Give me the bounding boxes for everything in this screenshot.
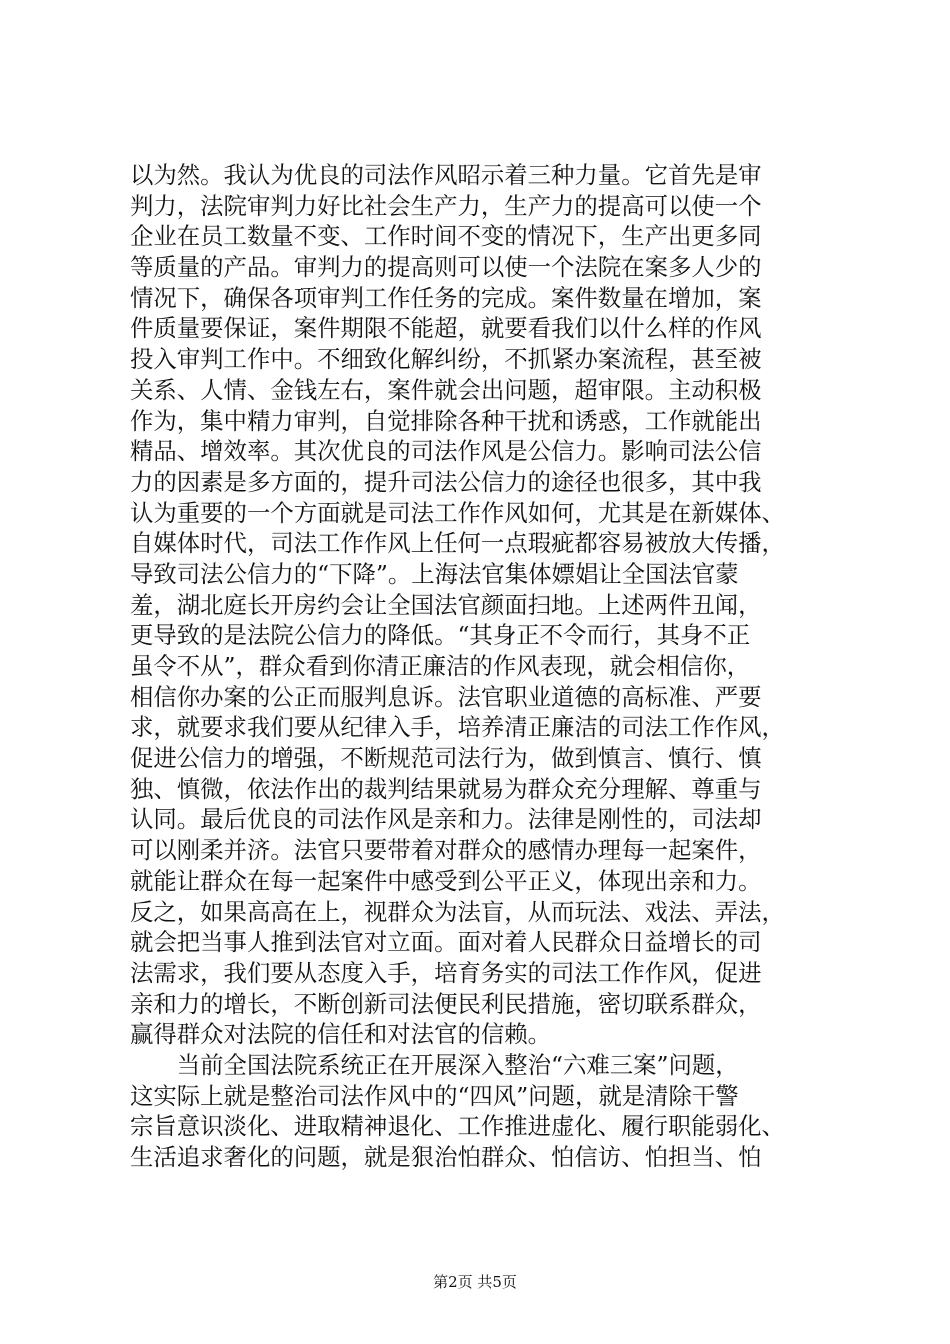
text-line: 情况下，确保各项审判工作任务的完成。案件数量在增加，案 xyxy=(130,283,762,312)
text-line: 自媒体时代，司法工作作风上任何一点瑕疵都容易被放大传播， xyxy=(130,529,785,558)
text-line: 更导致的是法院公信力的降低。“其身正不令而行，其身不正 xyxy=(130,621,751,650)
text-line: 反之，如果高高在上，视群众为法盲，从而玩法、戏法、弄法， xyxy=(130,897,785,926)
text-line: 法需求，我们要从态度入手，培育务实的司法工作作风，促进 xyxy=(130,958,762,987)
text-line: 力的因素是多方面的，提升司法公信力的途径也很多，其中我 xyxy=(130,467,762,496)
body-text xyxy=(130,160,830,1173)
text-line: 可以刚柔并济。法官只要带着对群众的感情办理每一起案件， xyxy=(130,836,762,865)
text-line: 投入审判工作中。不细致化解纠纷，不抓紧办案流程，甚至被 xyxy=(130,345,762,374)
text-line: 导致司法公信力的“下降”。上海法官集体嫖娼让全国法官蒙 xyxy=(130,559,739,588)
text-line: 关系、人情、金钱左右，案件就会出问题，超审限。主动积极 xyxy=(130,375,762,404)
text-line: 以为然。我认为优良的司法作风昭示着三种力量。它首先是审 xyxy=(130,161,762,189)
text-line: 虽令不从”，群众看到你清正廉洁的作风表现，就会相信你， xyxy=(130,652,751,680)
text-line: 生活追求奢化的问题，就是狠治怕群众、怕信访、怕担当、怕 xyxy=(130,1143,762,1171)
text-line: 就能让群众在每一起案件中感受到公平正义，体现出亲和力。 xyxy=(130,866,762,895)
text-line: 作为，集中精力审判，自觉排除各种干扰和诱惑，工作就能出 xyxy=(130,406,762,435)
text-line: 精品、增效率。其次优良的司法作风是公信力。影响司法公信 xyxy=(130,437,762,466)
text-line: 求，就要求我们要从纪律入手，培养清正廉洁的司法工作作风， xyxy=(130,713,785,742)
text-line: 件质量要保证，案件期限不能超，就要看我们以什么样的作风 xyxy=(130,314,762,343)
text-line: 企业在员工数量不变、工作时间不变的情况下，生产出更多同 xyxy=(130,222,762,251)
text-line: 亲和力的增长，不断创新司法便民利民措施，密切联系群众， xyxy=(130,989,762,1018)
text-line: 赢得群众对法院的信任和对法官的信赖。 xyxy=(130,1020,552,1049)
text-line: 相信你办案的公正而服判息诉。法官职业道德的高标准、严要 xyxy=(130,682,762,711)
text-line: 当前全国法院系统正在开展深入整治“六难三案”问题， xyxy=(130,1050,739,1079)
text-line: 独、慎微，依法作出的裁判结果就易为群众充分理解、尊重与 xyxy=(130,774,762,803)
text-line: 羞，湖北庭长开房约会让全国法官颜面扫地。上述两件丑闻， xyxy=(130,590,762,619)
text-line: 就会把当事人推到法官对立面。面对着人民群众日益增长的司 xyxy=(130,928,762,957)
page-footer: 第2页 共5页 xyxy=(433,1273,517,1291)
text-line: 宗旨意识淡化、进取精神退化、工作推进虚化、履行职能弱化、 xyxy=(130,1112,785,1141)
text-line: 等质量的产品。审判力的提高则可以使一个法院在案多人少的 xyxy=(130,253,762,282)
text-line: 这实际上就是整治司法作风中的“四风”问题，就是清除干警 xyxy=(130,1081,739,1110)
text-line: 促进公信力的增强，不断规范司法行为，做到慎言、慎行、慎 xyxy=(130,744,762,773)
text-line: 判力，法院审判力好比社会生产力，生产力的提高可以使一个 xyxy=(130,191,762,220)
text-line: 认同。最后优良的司法作风是亲和力。法律是刚性的，司法却 xyxy=(130,805,762,834)
text-line: 认为重要的一个方面就是司法工作作风如何，尤其是在新媒体、 xyxy=(130,498,785,527)
